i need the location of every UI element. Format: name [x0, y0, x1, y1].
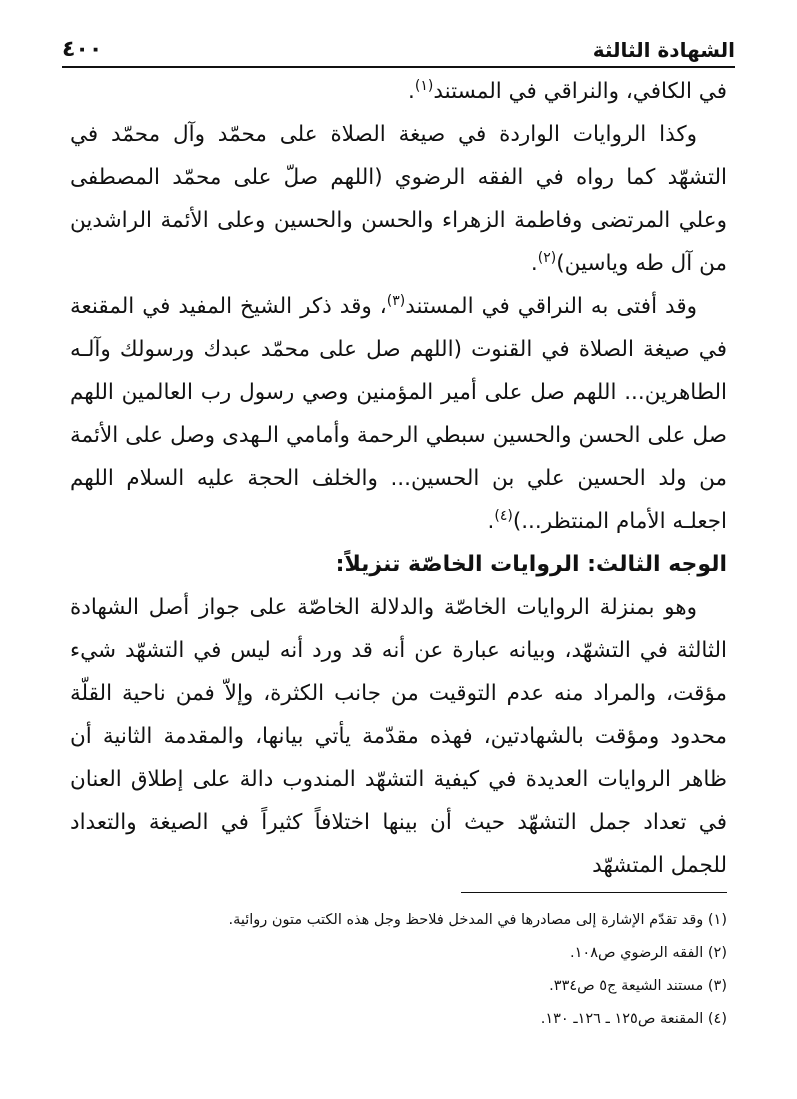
paragraph-1 — [70, 70, 727, 113]
paragraph-3-text: وقد أفتى به النراقي في المستند — [405, 294, 697, 319]
main-text — [70, 70, 727, 887]
running-header — [62, 26, 735, 68]
paragraph-2-end: . — [530, 251, 538, 276]
footnote-ref-1: (١) — [414, 78, 434, 94]
footnotes — [70, 904, 727, 1036]
footnote-1: (١) وقد تقدّم الإشارة إلى مصادرها في المدخل فلاحظ وجل هذه الكتب متون روائية. — [228, 912, 727, 928]
header-title: الشهادة الثالثة — [592, 38, 735, 62]
section-heading: الوجه الثالث: الروايات الخاصّة تنزيلاً: — [335, 552, 727, 577]
paragraph-1-text: في الكافي، والنراقي في المستند — [433, 79, 727, 104]
footnote-4: (٤) المقنعة ص١٢٥ ـ ١٢٦ـ ١٣٠. — [540, 1011, 727, 1027]
paragraph-3 — [70, 285, 727, 543]
footnote-3: (٣) مستند الشيعة ج٥ ص٣٣٤. — [549, 978, 727, 994]
footnote-divider — [461, 892, 727, 893]
paragraph-4 — [70, 586, 727, 887]
paragraph-2-text: وكذا الروايات الواردة في صيغة الصلاة على محمّد وآل محمّد في التشهّد كما رواه في الفقه الرضوي (اللهم صلّ على محمّد المصطفى وعلي المرتضى وفاطمة الزهراء والحسن والحسين وعلى الأئمة الراشدين من آل طه وياسين) — [70, 122, 727, 276]
paragraph-2 — [70, 113, 727, 285]
paragraph-1-end: . — [408, 79, 415, 104]
footnote-ref-2: (٢) — [537, 250, 557, 266]
footnote-2: (٢) الفقه الرضوي ص١٠٨. — [570, 945, 727, 961]
footnote-ref-4: (٤) — [494, 508, 513, 524]
footnote-ref-3: (٣) — [386, 293, 406, 309]
paragraph-3-end: . — [487, 509, 495, 534]
page-number: ٤٠٠ — [62, 37, 103, 62]
paragraph-3-middle: ، وقد ذكر الشيخ المفيد في المقنعة في صيغة الصلاة في القنوت (اللهم صل على محمّد عبدك ورسولك وآلـه الطاهرين... اللهم صل على أمير المؤمنين وصي رسول رب العالمين اللهم صل على الحسن والحسين سبطي الرحمة وأمامي الـهدى وصل على الأئمة من ولد الحسين علي بن الحسين... والخلف الحجة عليه السلام اللهم اجعلـه الأمام المنتظر...) — [70, 294, 727, 534]
paragraph-4-text: وهو بمنزلة الروايات الخاصّة والدلالة الخاصّة على جواز أصل الشهادة الثالثة في التشهّد، وبيانه عبارة عن أنه قد ورد أنه ليس في التشهّد شيء مؤقت، والمراد منه عدم التوقيت من جانب الكثرة، وإلاّ فمن ناحية القلّة محدود ومؤقت بالشهادتين، فهذه مقدّمة يأتي بيانها، والمقدمة الثانية أن ظاهر الروايات العديدة في كيفية التشهّد المندوب دالة على إطلاق العنان في تعداد جمل التشهّد حيث أن بينها اختلافاً كثيراً في الصيغة والتعداد للجمل المتشهّد — [70, 595, 727, 878]
